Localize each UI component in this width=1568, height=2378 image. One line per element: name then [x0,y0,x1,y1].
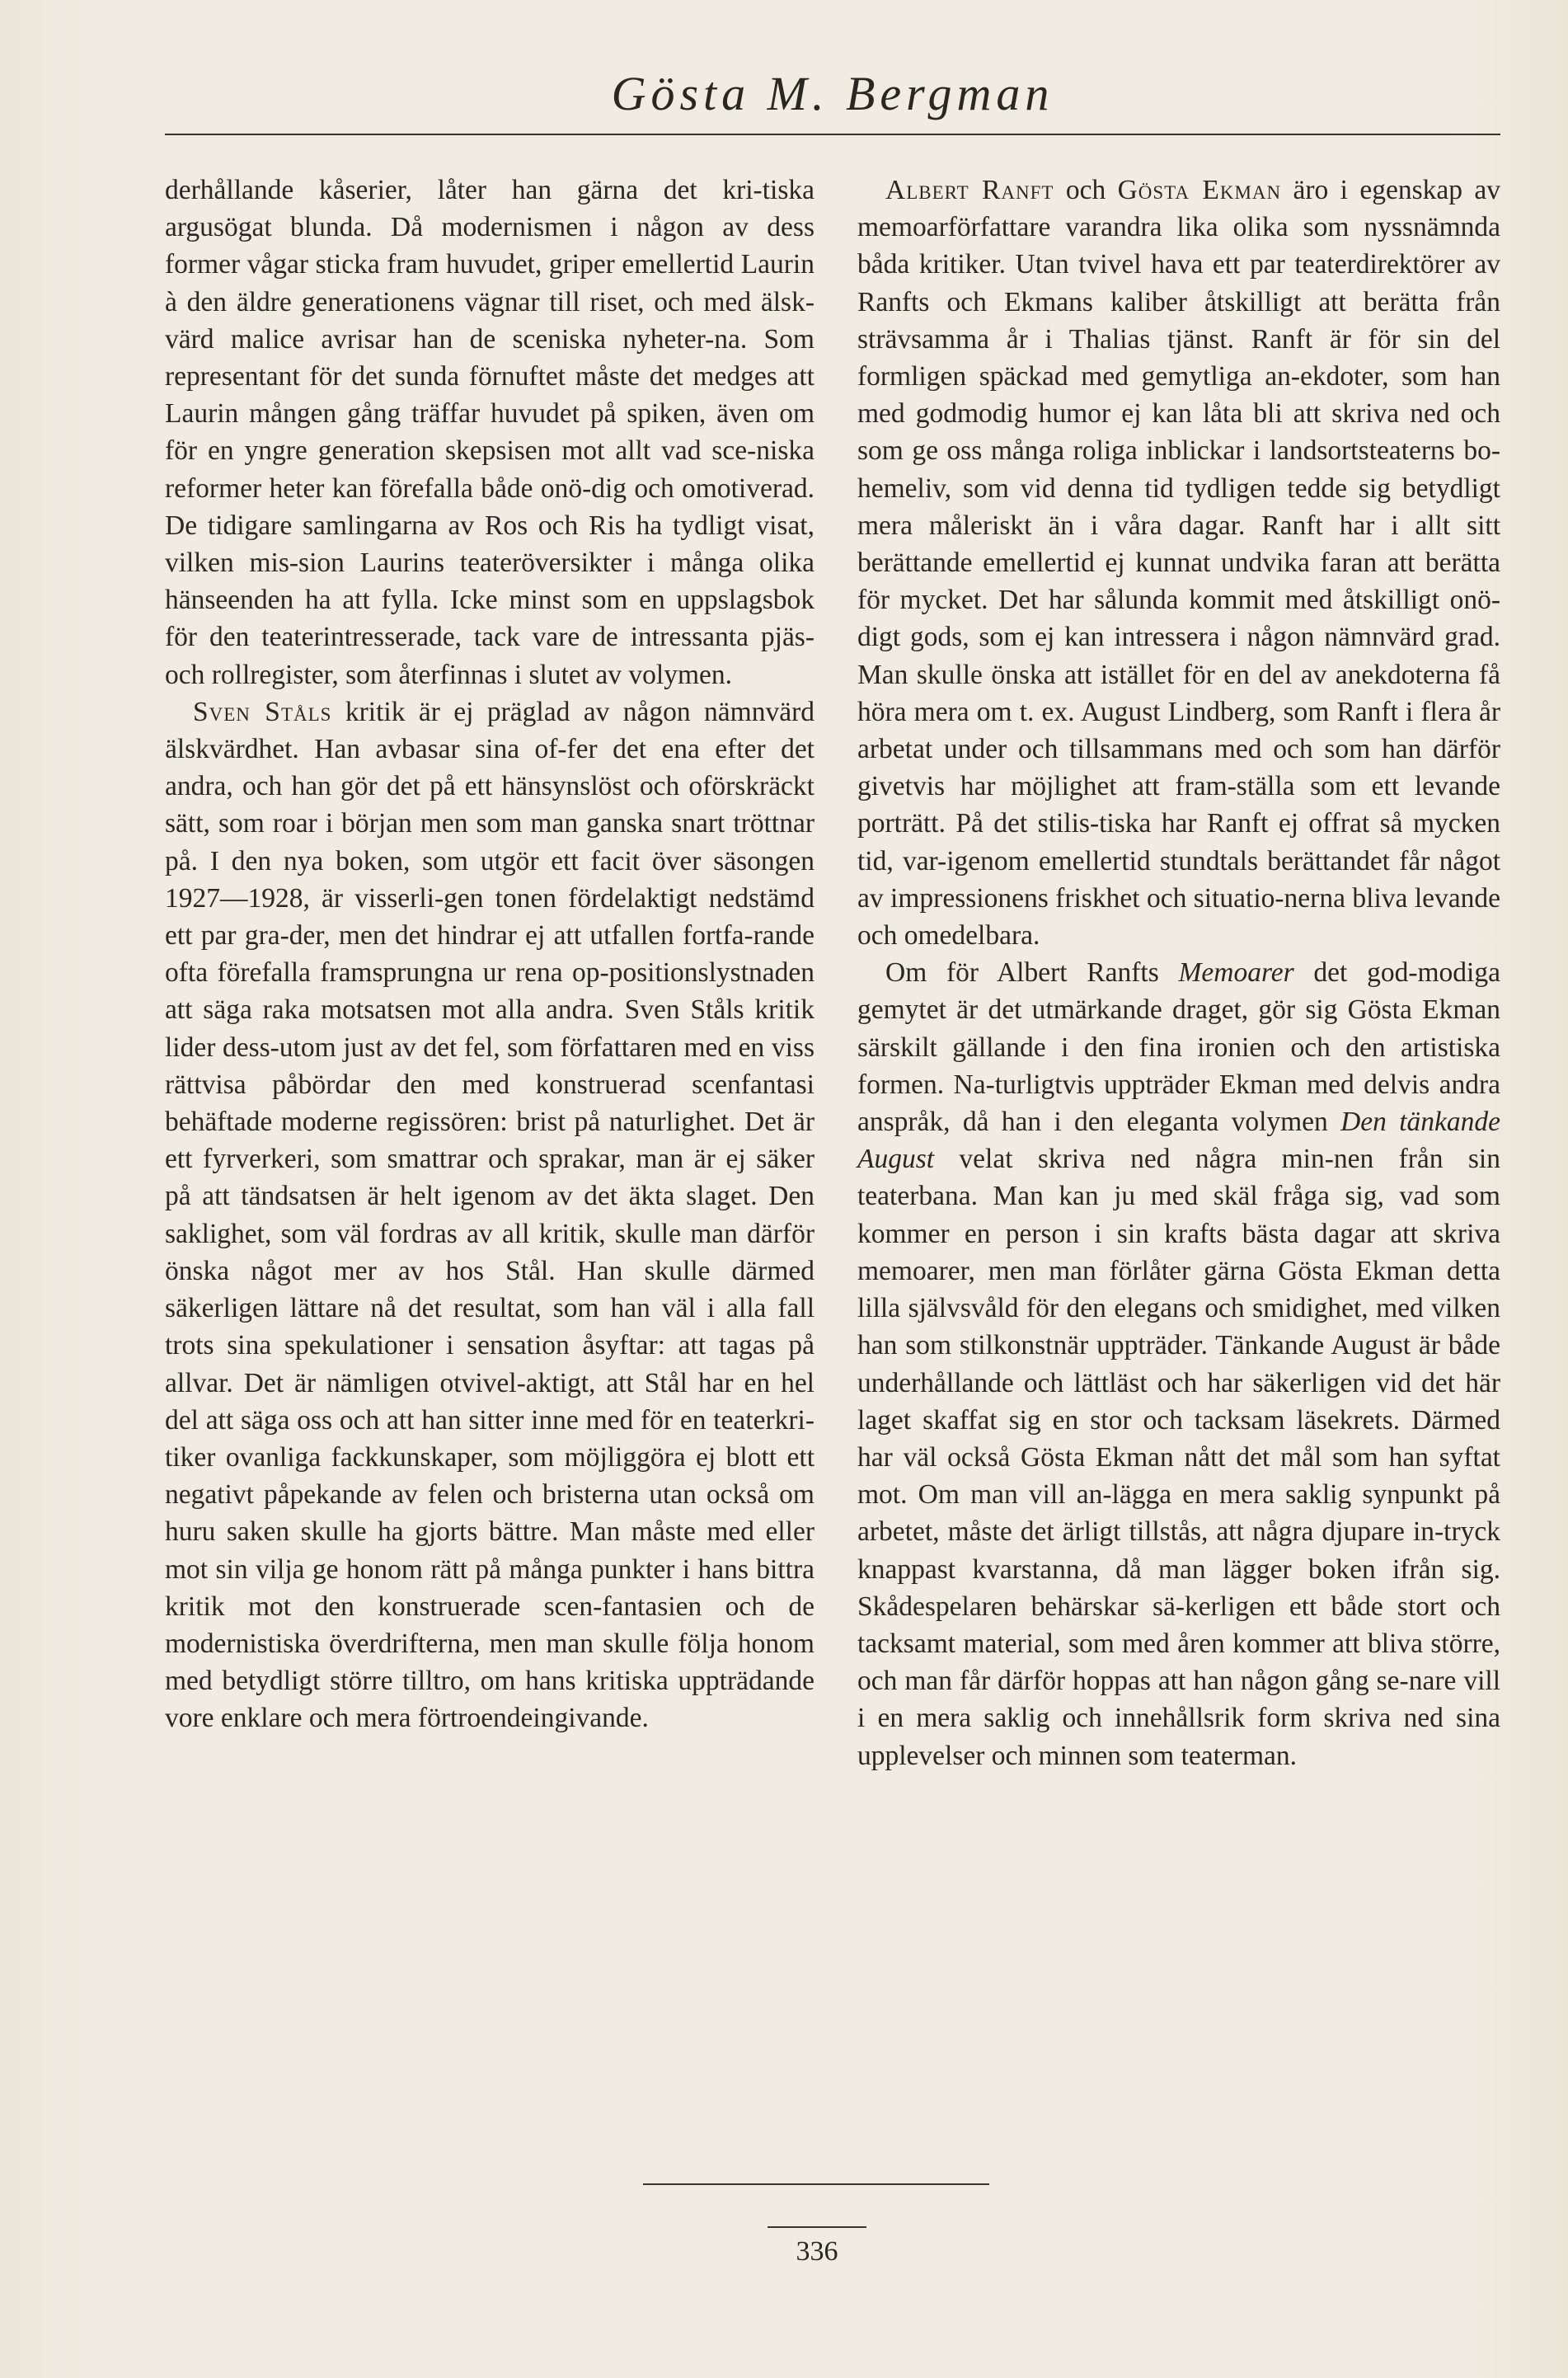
right-paragraph-1 [857,172,1500,954]
author-name-sven-stal: Sven Ståls [193,696,332,727]
right-paragraph-2 [857,954,1500,1774]
author-name-gosta-ekman: Gösta Ekman [1117,175,1282,205]
book-title-memoarer: Memoarer [1178,957,1294,989]
page-number: 336 [768,2226,866,2268]
conjunction: och [1054,175,1118,205]
header-rule [165,134,1500,135]
right-paragraph-2-part-c: velat skriva ned några min-nen från sin teaterbana. Man kan ju med skäl fråga sig, vad som kommer en person i sin krafts bästa dagar att skriva memoarer, men man förlåter gärna Gösta Ekman detta lilla självsvåld för den elegans och smidighet, med vilken han som stilkonstnär uppträder. Tänkande August är både underhållande och lättläst och har säkerligen vid det här laget skaffat sig en stor och tacksam läsekrets. Därmed har väl också Gösta Ekman nått det mål som han syftat mot. Om man vill an-lägga en mera saklig synpunkt på arbetet, måste det ärligt tillstås, att några djupare in-tryck knappast kvarstanna, då man lägger boken ifrån sig. Skådespelaren behärskar sä-kerligen ett både stort och tacksamt material, som med åren kommer att bliva större, och man får därför hoppas att han någon gång se-nare vill i en mera saklig och innehållsrik form skriva ned sina upplevelser och minnen som teaterman. [857,1144,1500,1771]
left-column [165,172,815,1737]
right-column [857,172,1500,1774]
left-paragraph-2 [165,693,815,1737]
right-paragraph-2-part-a: Om för Albert Ranfts [885,957,1179,989]
book-title-den-tankande-august: Den tänkande August [857,1107,1501,1175]
left-paragraph-2-text: kritik är ej präglad av någon nämnvärd älskvärdhet. Han avbasar sina of-fer det ena efter det andra, och han gör det på ett hänsynslöst och oförskräckt sätt, som roar i början men som man ganska snart tröttnar på. I den nya boken, som utgör ett facit över säsongen 1927—1928, är visserli-gen tonen fördelaktigt nedstämd ett par gra-der, men det hindrar ej att utfallen fortfa-rande ofta förefalla framsprungna ur rena op-positionslystnaden att säga raka motsatsen mot alla andra. Sven Ståls kritik lider dess-utom just av det fel, som författaren med en viss rättvisa påbördar den med konstruerad scenfantasi behäftade moderne regissören: brist på naturlighet. Det är ett fyrverkeri, som smattrar och sprakar, man är ej säker på att tändsatsen är helt igenom av det äkta slaget. Den saklighet, som väl fordras av all kritik, skulle man därför önska något mer av hos Stål. Han skulle därmed säkerligen lättare nå det resultat, som han väl i alla fall trots sina spekulationer i sensation åsyftar: att tagas på allvar. Det är nämligen otvivel-aktigt, att Stål har en hel del att säga oss och att han sitter inne med för en teaterkri-tiker ovanliga fackkunskaper, som möjliggöra ej blott ett negativt påpekande av felen och bristerna utan också om huru saken skulle ha gjorts bättre. Man måste med eller mot sin vilja ge honom rätt på många punkter i hans bittra kritik mot den konstruerade scen-fantasien och de modernistiska överdrifterna, men man skulle följa honom med betydligt större tilltro, om hans kritiska uppträdande vore enklare och mera förtroendeingivande. [165,696,815,1734]
author-name-albert-ranft: Albert Ranft [885,175,1054,205]
left-paragraph-1: derhållande kåserier, låter han gärna det kri-tiska argusögat blunda. Då modernismen i någon av dess former vågar sticka fram huvudet, griper emellertid Laurin à den äldre generationens vägnar till riset, och med älsk-värd malice avrisar han de sceniska nyheter-na. Som representant för det sunda förnuftet måste det medges att Laurin mången gång träffar huvudet på spiken, även om för en yngre generation skepsisen mot allt vad sce-niska reformer heter kan förefalla både onö-dig och omotiverad. De tidigare samlingarna av Ros och Ris ha tydligt visat, vilken mis-sion Laurins teateröversikter i många olika hänseenden ha att fylla. Icke minst som en uppslagsbok för den teaterintresserade, tack vare de intressanta pjäs- och rollregister, som återfinnas i slutet av volymen. [165,175,815,690]
right-paragraph-1-text: äro i egenskap av memoarförfattare varandra lika olika som nyssnämnda båda kritiker. Utan tvivel hava ett par teaterdirektörer av Ranfts och Ekmans kaliber åtskilligt att berätta från strävsamma år i Thalias tjänst. Ranft är för sin del formligen späckad med gemytliga an-ekdoter, som han med godmodig humor ej kan låta bli att skriva ned och som ge oss många roliga inblickar i landsortsteaterns bo-hemeliv, som vid denna tid tydligen tedde sig betydligt mera måleriskt än i våra dagar. Ranft har i allt sitt berättande emellertid ej kunnat undvika faran att berätta för mycket. Det har sålunda kommit med åtskilligt onö-digt gods, som ej kan intressera i någon nämnvärd grad. Man skulle önska att istället för en del av anekdoterna få höra mera om t. ex. August Lindberg, som Ranft i flera år arbetat under och tillsammans med och som han därför givetvis har möjlighet att fram-ställa som ett levande porträtt. På det stilis-tiska har Ranft ej offrat så mycken tid, var-igenom emellertid stundtals berättandet får något av impressionens friskhet och situatio-nerna bliva levande och omedelbara. [857,175,1501,952]
right-paragraph-2-part-b: det god-modiga gemytet är det utmärkande draget, gör sig Gösta Ekman särskilt gällande i den fina ironien och den artistiska formen. Na-turligtvis uppträder Ekman med delvis andra anspråk, då han i den eleganta volymen [857,957,1500,1138]
running-title: Gösta M. Bergman [611,67,1054,120]
section-end-rule [643,2183,989,2185]
